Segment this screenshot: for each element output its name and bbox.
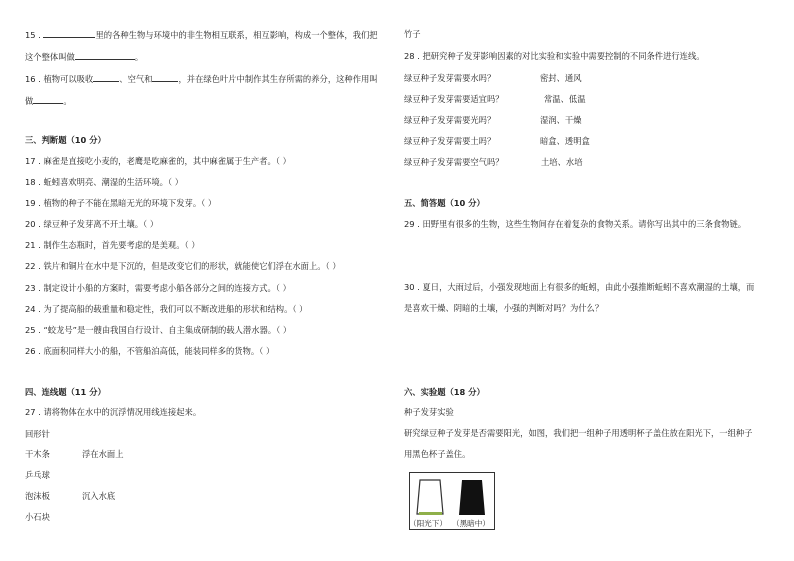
- judge-item: 20 . 绿豆种子发芽离不开土壤。（ ）: [25, 219, 159, 229]
- experiment-desc-line1: 研究绿豆种子发芽是否需要阳光，如图，我们把一组种子用透明杯子盖住放在阳光下，一组种子: [404, 428, 753, 438]
- question-30-line2: 是喜欢干燥、阴暗的土壤，小强的判断对吗？为什么？: [404, 303, 604, 313]
- judge-item: 25 . “蛟龙号”是一艘由我国自行设计、自主集成研制的载人潜水器。（ ）: [25, 325, 292, 335]
- experiment-desc-line2: 用黑色杯子盖住。: [404, 449, 471, 459]
- judge-item: 26 . 底面积同样大小的船，不管船泊高低，能装同样多的货物。（ ）: [25, 346, 275, 356]
- question-16-line2: [25, 94, 72, 107]
- question-30-line1: 30 . 夏日，大雨过后，小强发现地面上有很多的蚯蚓，由此小强推断蚯蚓不喜欢潮湿的土壤，而: [404, 282, 755, 292]
- label-dark: （黑暗中）: [452, 519, 490, 528]
- experiment-condition[interactable]: 密封、通风: [540, 73, 582, 83]
- experiment-condition[interactable]: 暗盒、透明盒: [540, 136, 590, 146]
- experiment-condition[interactable]: 湿润、干燥: [540, 115, 582, 125]
- q15-text: 里的各种生物与环境中的非生物相互联系，相互影响，构成一个整体，我们把: [95, 30, 378, 40]
- answer-paren[interactable]: （ ）: [167, 177, 184, 187]
- experiment-title: 种子发芽实验: [404, 407, 454, 417]
- judge-item: 21 . 制作生态瓶时，首先要考虑的是美观。（ ）: [25, 240, 200, 250]
- experiment-question[interactable]: 绿豆种子发芽需要土吗？: [404, 136, 496, 146]
- q15-blank1[interactable]: [43, 28, 95, 38]
- continued-text: 竹子: [404, 29, 421, 39]
- section-3-heading: 三、判断题（10 分）: [25, 135, 106, 145]
- match-target-sink[interactable]: 沉入水底: [82, 491, 116, 501]
- section-6-heading: 六、实验题（18 分）: [404, 387, 485, 397]
- match-item[interactable]: 小石块: [25, 512, 50, 522]
- q16-blank1[interactable]: [93, 72, 119, 82]
- match-item[interactable]: 干木条: [25, 449, 50, 459]
- experiment-condition[interactable]: 常温、低温: [544, 94, 586, 104]
- judge-item: 17 . 麻雀是直接吃小麦的，老鹰是吃麻雀的，其中麻雀属于生产者。（ ）: [25, 156, 291, 166]
- answer-paren[interactable]: （ ）: [275, 283, 291, 293]
- dark-cup-icon: [459, 480, 485, 515]
- experiment-question[interactable]: 绿豆种子发芽需要水吗？: [404, 73, 496, 83]
- match-item[interactable]: 回形针: [25, 429, 50, 439]
- question-15-line1: [25, 28, 378, 41]
- experiment-question[interactable]: 绿豆种子发芽需要光吗？: [404, 115, 496, 125]
- match-item[interactable]: 泡沫板: [25, 491, 50, 501]
- question-28: 28 . 把研究种子发芽影响因素的对比实验和实验中需要控制的不同条件进行连线。: [404, 51, 705, 61]
- answer-paren[interactable]: （ ）: [292, 304, 308, 314]
- seed-soil-icon: [419, 512, 442, 515]
- label-sunlight: （阳光下）: [409, 519, 447, 528]
- q16-end: 。: [63, 96, 72, 106]
- answer-paren[interactable]: （ ）: [201, 198, 217, 208]
- q15-number: 15 .: [25, 30, 41, 40]
- match-target-float[interactable]: 浮在水面上: [82, 449, 124, 459]
- judge-item: 22 . 铁片和铜片在水中是下沉的，但是改变它们的形状，就能使它们浮在水面上。（ ）: [25, 261, 341, 271]
- question-15-line2: [25, 50, 143, 63]
- q16-blank3[interactable]: [33, 94, 63, 104]
- answer-paren[interactable]: （ ）: [143, 219, 159, 229]
- question-27: 27 . 请将物体在水中的沉浮情况用线连接起来。: [25, 407, 202, 417]
- q15-blank2[interactable]: [75, 50, 135, 60]
- q15-text2: 这个整体叫做: [25, 52, 75, 62]
- judge-item: 19 . 植物的种子不能在黑暗无光的环境下发芽。（ ）: [25, 198, 217, 208]
- answer-paren[interactable]: （ ）: [325, 261, 341, 271]
- answer-paren[interactable]: （ ）: [259, 346, 275, 356]
- section-5-heading: 五、简答题（10 分）: [404, 198, 485, 208]
- q15-end: 。: [134, 52, 144, 62]
- experiment-question[interactable]: 绿豆种子发芽需要适宜吗？: [404, 94, 504, 104]
- judge-item: 23 . 制定设计小船的方案时，需要考虑小船各部分之间的连接方式。（ ）: [25, 283, 291, 293]
- answer-paren[interactable]: （ ）: [184, 240, 200, 250]
- section-4-heading: 四、连线题（11 分）: [25, 387, 106, 397]
- q16-blank2[interactable]: [152, 72, 178, 82]
- q16-text1: 16 . 植物可以吸收: [25, 74, 94, 84]
- match-item[interactable]: 乒乓球: [25, 470, 50, 480]
- experiment-condition[interactable]: 土培、水培: [541, 157, 583, 167]
- q16-text4: 做: [25, 96, 34, 106]
- q16-text2: 、空气和: [119, 74, 153, 84]
- q16-text3: ，并在绿色叶片中制作其生存所需的养分，这种作用叫: [178, 74, 378, 84]
- answer-paren[interactable]: （ ）: [275, 156, 291, 166]
- experiment-question[interactable]: 绿豆种子发芽需要空气吗？: [404, 157, 504, 167]
- answer-paren[interactable]: （ ）: [276, 325, 292, 335]
- transparent-cup-icon: [417, 480, 443, 514]
- question-29: 29 . 田野里有很多的生物，这些生物间存在着复杂的食物关系。请你写出其中的三条食物链。: [404, 219, 747, 229]
- question-16-line1: [25, 72, 378, 85]
- judge-item: 18 . 蚯蚓喜欢明亮、潮湿的生活环境。（ ）: [25, 177, 184, 187]
- judge-item: 24 . 为了提高船的载重量和稳定性，我们可以不断改进船的形状和结构。（ ）: [25, 304, 308, 314]
